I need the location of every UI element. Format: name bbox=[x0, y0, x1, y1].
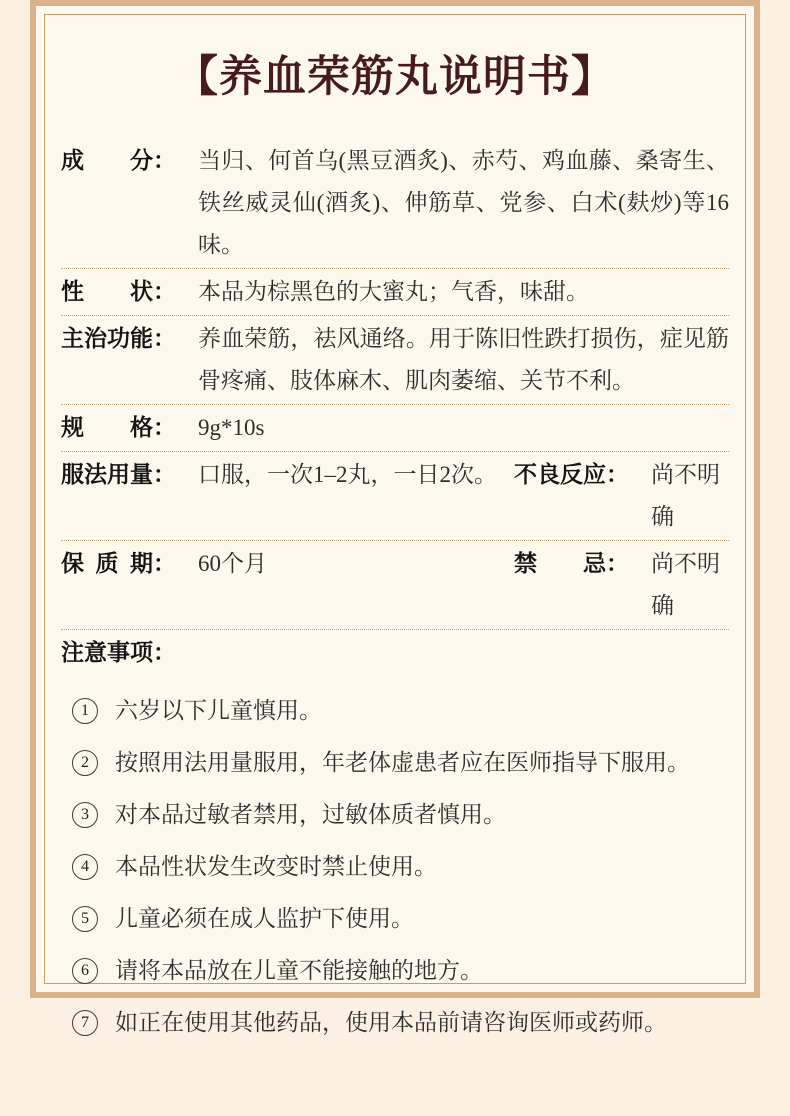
notices-heading-text: 注意事项 bbox=[61, 639, 153, 665]
term-colon: ： bbox=[153, 325, 176, 351]
notice-item bbox=[72, 802, 729, 828]
notice-text: 本品性状发生改变时禁止使用。 bbox=[115, 853, 437, 879]
notices-list bbox=[61, 698, 729, 1036]
term-value: 尚不明确 bbox=[651, 550, 720, 618]
notice-number-icon: 7 bbox=[72, 1010, 98, 1036]
term-text: 主治功能 bbox=[61, 325, 153, 351]
term-colon: ： bbox=[153, 461, 176, 487]
info-row-ingredients bbox=[61, 138, 729, 269]
notice-text: 儿童必须在成人监护下使用。 bbox=[115, 905, 414, 931]
notices-heading-colon: ： bbox=[153, 639, 176, 665]
term-value: 尚不明确 bbox=[651, 461, 720, 529]
term-text: 保质期 bbox=[61, 550, 153, 576]
notice-text: 六岁以下儿童慎用。 bbox=[115, 697, 322, 723]
notices-heading bbox=[61, 630, 729, 676]
term-value: 口服，一次1–2丸，一日2次。 bbox=[198, 461, 497, 487]
info-row-indications bbox=[61, 316, 729, 405]
term-colon: ： bbox=[606, 550, 629, 576]
adverse-reactions-cell bbox=[514, 454, 729, 538]
notice-item bbox=[72, 854, 729, 880]
inner-frame bbox=[44, 14, 746, 1035]
notice-text: 按照用法用量服用，年老体虚患者应在医师指导下服用。 bbox=[115, 749, 690, 775]
term-value: 本品为棕黑色的大蜜丸；气香，味甜。 bbox=[198, 278, 589, 304]
info-row-specification bbox=[61, 405, 729, 452]
term-label bbox=[61, 140, 177, 182]
term-label bbox=[514, 454, 630, 538]
term-label bbox=[61, 318, 177, 360]
dosage-cell bbox=[61, 454, 514, 496]
notice-number-icon: 1 bbox=[72, 698, 98, 724]
term-label bbox=[514, 543, 630, 627]
term-text: 服法用量 bbox=[61, 461, 153, 487]
contraindication-cell bbox=[514, 543, 729, 627]
notice-number-icon: 4 bbox=[72, 854, 98, 880]
term-colon: ： bbox=[153, 278, 176, 304]
notice-number-icon: 3 bbox=[72, 802, 98, 828]
notice-number-icon: 2 bbox=[72, 750, 98, 776]
notice-text: 对本品过敏者禁用，过敏体质者慎用。 bbox=[115, 801, 506, 827]
notice-item bbox=[72, 750, 729, 776]
term-text: 规格 bbox=[61, 414, 153, 440]
term-value: 60个月 bbox=[198, 550, 267, 576]
term-colon: ： bbox=[606, 461, 629, 487]
notice-number-icon: 5 bbox=[72, 906, 98, 932]
notice-item bbox=[72, 906, 729, 932]
term-label bbox=[61, 454, 177, 496]
term-label bbox=[61, 543, 177, 585]
notice-item bbox=[72, 698, 729, 724]
notice-item bbox=[72, 958, 729, 984]
term-text: 不良反应 bbox=[514, 461, 606, 487]
term-text: 禁忌 bbox=[514, 550, 606, 576]
instruction-card bbox=[30, 0, 760, 1035]
notice-text: 如正在使用其他药品，使用本品前请咨询医师或药师。 bbox=[115, 1009, 667, 1035]
term-text: 成分 bbox=[61, 147, 153, 173]
info-row-dosage-adverse bbox=[61, 452, 729, 541]
info-table bbox=[61, 138, 729, 1036]
shelf-life-cell bbox=[61, 543, 514, 585]
page-title: 【养血荣筋丸说明书】 bbox=[175, 54, 615, 101]
term-label bbox=[61, 271, 177, 313]
term-value: 当归、何首乌(黑豆酒炙)、赤芍、鸡血藤、桑寄生、铁丝威灵仙(酒炙)、伸筋草、党参、白术(麸炒)等16味。 bbox=[198, 147, 729, 257]
term-value: 9g*10s bbox=[198, 414, 265, 440]
term-colon: ： bbox=[153, 147, 176, 173]
info-row-shelflife-contraindication bbox=[61, 541, 729, 630]
term-label bbox=[61, 407, 177, 449]
notice-number-icon: 6 bbox=[72, 958, 98, 984]
term-text: 性状 bbox=[61, 278, 153, 304]
info-row-properties bbox=[61, 269, 729, 316]
notice-text: 请将本品放在儿童不能接触的地方。 bbox=[115, 957, 483, 983]
term-colon: ： bbox=[153, 550, 176, 576]
term-value: 养血荣筋，祛风通络。用于陈旧性跌打损伤，症见筋骨疼痛、肢体麻木、肌肉萎缩、关节不利。 bbox=[198, 325, 729, 393]
term-colon: ： bbox=[153, 414, 176, 440]
notice-item bbox=[72, 1010, 729, 1036]
